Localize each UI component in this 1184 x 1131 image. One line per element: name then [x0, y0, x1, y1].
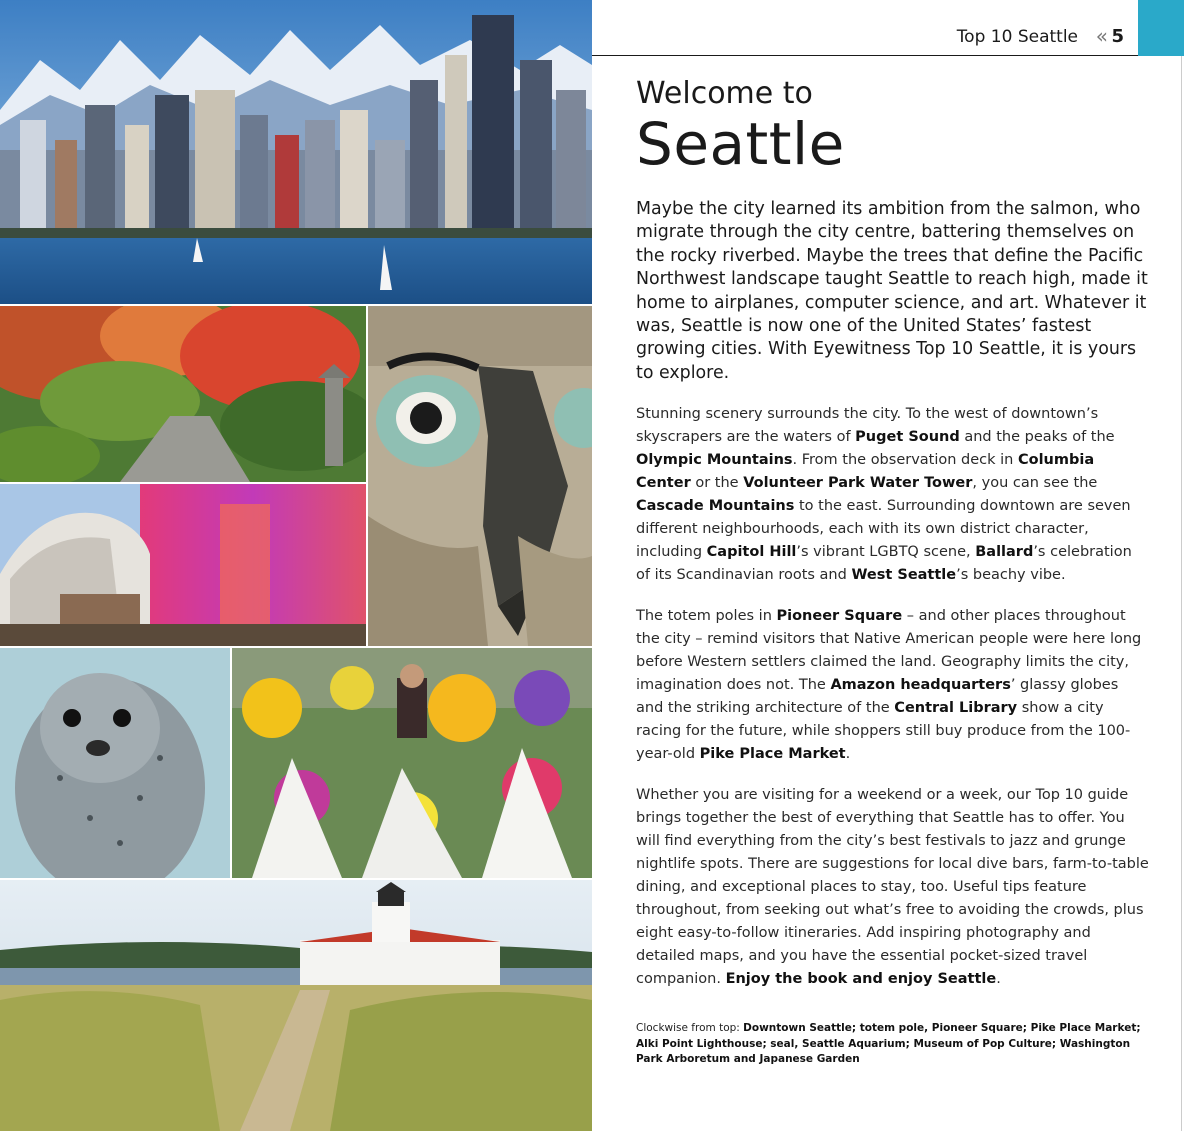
text-run: ’s beachy vibe.	[956, 567, 1066, 584]
photo-japanese-garden	[0, 306, 366, 482]
highlighted-place: West Seattle	[851, 567, 957, 584]
chevrons-left-icon: «	[1095, 24, 1108, 48]
highlighted-place: Pike Place Market	[699, 746, 846, 763]
page-title-line2: Seattle	[636, 110, 845, 178]
text-run: The totem poles in	[636, 608, 777, 625]
text-run: and the peaks of the	[959, 429, 1115, 446]
photo-museum-of-pop-culture	[0, 484, 366, 646]
text-run: Stunning scenery surrounds the city. To the west of downtown’s skyscrapers are the waters of	[636, 406, 1099, 446]
text-run: . From the observation deck in	[792, 452, 1018, 469]
highlighted-place: Enjoy the book and enjoy Seattle	[725, 971, 997, 988]
text-run: .	[996, 971, 1001, 988]
highlighted-place: Columbia Center	[636, 452, 1095, 492]
highlighted-place: Olympic Mountains	[636, 452, 793, 469]
photo-lighthouse	[0, 880, 592, 1131]
text-run: show a city racing for the future, while shoppers still buy produce from the 100-year-old	[636, 700, 1131, 763]
caption-body: Downtown Seattle; totem pole, Pioneer Square; Pike Place Market; Alki Point Lighthouse; seal, Seattle Aquarium; Museum of Pop Culture; Washington Park Arboretum and Japanese Garden	[636, 1022, 1141, 1066]
photo-pike-place-market	[232, 648, 592, 878]
text-run: , you can see the	[972, 475, 1098, 492]
text-run: ’ glassy globes and the striking architecture of the	[636, 677, 1119, 717]
text-run: or the	[690, 475, 744, 492]
text-run: Whether you are visiting for a weekend or a week, our Top 10 guide brings together the best of everything that Seattle has to offer. You will find everything from the city’s best festivals to jazz and grunge nightlife spots. There are suggestions for local dive bars, farm-to-table dining, and exceptional places to stay, too. Useful tips feature throughout, from seeking out what’s free to avoiding the crowds, plus eight easy-to-follow itineraries. Add inspiring photography and detailed maps, and you have the essential pocket-sized travel companion.	[636, 787, 1149, 988]
highlighted-place: Central Library	[894, 700, 1018, 717]
caption-lead: Clockwise from top:	[636, 1022, 744, 1035]
body-paragraph-1	[636, 403, 1150, 587]
text-run: – and other places throughout the city – remind visitors that Native American people were here long before Western settlers claimed the land. Geography limits the city, imagination does not. The	[636, 608, 1142, 694]
body-paragraph-2	[636, 605, 1150, 766]
running-head: Top 10 Seattle	[956, 27, 1078, 47]
highlighted-place: Volunteer Park Water Tower	[743, 475, 973, 492]
article	[636, 76, 1150, 1068]
header-accent-tab	[1138, 0, 1184, 56]
photo-totem-pole	[368, 306, 592, 646]
page-header	[592, 0, 1184, 56]
page-title-line1: Welcome to	[636, 76, 813, 111]
text-run: .	[845, 746, 851, 763]
highlighted-place: Puget Sound	[855, 429, 960, 446]
text-run: to the east. Surrounding downtown are seven different neighbourhoods, each with its own district character, including	[636, 498, 1131, 561]
header-rule	[592, 55, 1138, 56]
page-edge-rule	[1181, 56, 1182, 1131]
photo-seal	[0, 648, 230, 878]
highlighted-place: Pioneer Square	[776, 608, 903, 625]
highlighted-place: Amazon headquarters	[830, 677, 1011, 694]
highlighted-place: Capitol Hill	[706, 544, 797, 561]
page-number: 5	[1111, 26, 1124, 47]
highlighted-place: Ballard	[975, 544, 1034, 561]
text-run: ’s celebration of its Scandinavian roots and	[636, 544, 1132, 584]
intro-paragraph: Maybe the city learned its ambition from the salmon, who migrate through the city centre, battering themselves on the rocky riverbed. Maybe the trees that define the Pacific Northwest landscape taught Seattle to reach high, made it home to airplanes, computer science, and art. Whatever it was, Seattle is now one of the United States’ fastest growing cities. With Eyewitness Top 10 Seattle, it is yours to explore.	[636, 199, 1148, 383]
text-run: ’s vibrant LGBTQ scene,	[796, 544, 976, 561]
body-paragraph-3	[636, 784, 1150, 991]
highlighted-place: Cascade Mountains	[636, 498, 795, 515]
photo-caption	[636, 1021, 1150, 1068]
photo-downtown-seattle	[0, 0, 592, 304]
